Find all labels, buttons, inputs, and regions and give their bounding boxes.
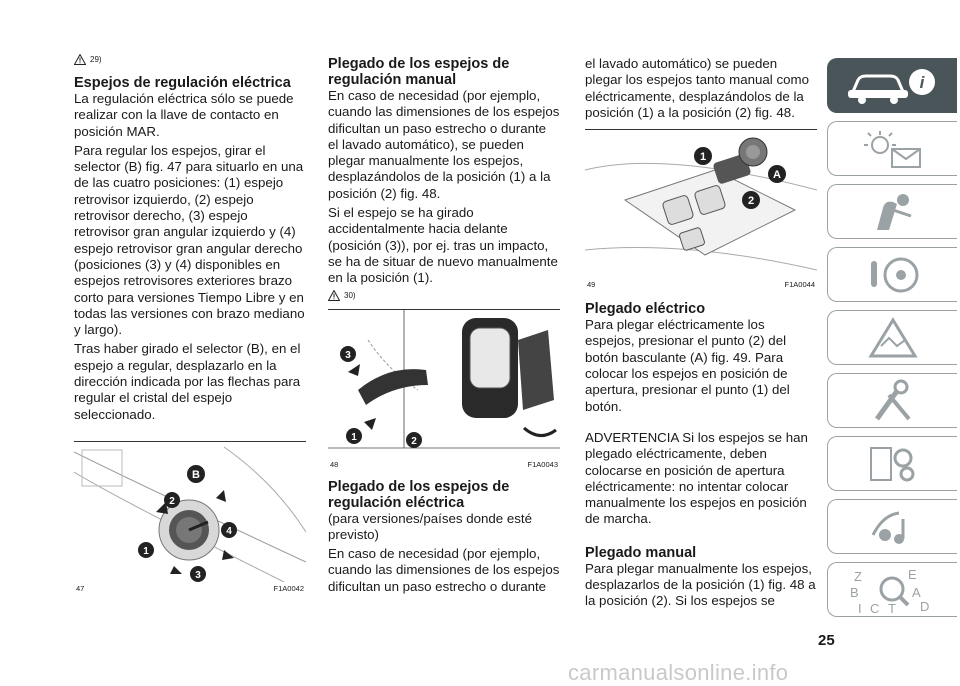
figure-number: 49 — [587, 280, 596, 290]
paragraph: Si el espejo se ha girado accidentalmente hacia delante (posición (3)), por ej. tras un impacto, se ha de situar de nuevo manualmente en la posición (1). — [328, 205, 558, 286]
paragraph: En caso de necesidad (por ejemplo, cuando las dimensiones de los espejos dificultan un paso estrecho o durante el lavado automático), se pueden plegar manualmente los espejos, desplazándolos de la posición (1) a la posición (2) fig. 48. — [328, 88, 560, 201]
figure-caption — [585, 280, 817, 289]
warning-paragraph: ADVERTENCIA Si los espejos se han plegado eléctricamente, deben colocarse en posición de apertura eléctricamente: no intentar colocar manualmente los espejos en posición de marcha. — [585, 429, 808, 527]
figure-code: F1A0044 — [784, 280, 815, 290]
section-heading: Espejos de regulación eléctrica — [74, 75, 291, 91]
label-2: 2 — [747, 195, 755, 208]
figure-code: F1A0043 — [527, 459, 558, 469]
paragraph: Tras haber girado el selector (B), en el espejo a regular, desplazarlo en la dirección indicada por las flechas para regular el cristal del espejo seleccionado. — [74, 341, 301, 422]
chapter-sidebar — [827, 58, 957, 625]
section-heading: Plegado de los espejos de regulación eléctrica — [328, 478, 510, 511]
label-2: 2 — [169, 495, 175, 507]
section-heading: Plegado eléctrico — [585, 301, 706, 318]
paragraph: Para regular los espejos, girar el selector (B) fig. 47 para situarlo en una de las cuatro posiciones: (1) espejo retrovisor izquierdo, (2) espejo retrovisor derecho, (3) espejo retrovisor gran angular izquierdo y (4) espejo retrovisor gran angular derecho (posiciones (3) y (4) disponibles en espejos retrovisores exteriores brazo corto para versiones Tiempo Libre y en todas las versiones con brazo mediano y largo). — [74, 142, 305, 338]
label-1: 1 — [699, 151, 707, 164]
label-A: A — [773, 169, 781, 182]
watermark: carmanualsonline.info — [568, 660, 789, 685]
index-letter: Z — [853, 568, 862, 584]
warning-ref-text: 29) — [90, 55, 102, 64]
label-B: B — [192, 468, 200, 481]
index-letter: B — [849, 584, 859, 600]
warning-lights-icon — [858, 129, 928, 169]
maintenance-tools-icon — [863, 379, 923, 423]
section-heading: Plegado manual — [585, 544, 697, 561]
label-3: 3 — [195, 569, 201, 581]
paragraph: La regulación eléctrica sólo se puede realizar con la llave de contacto en posición MAR. — [74, 91, 294, 139]
airbag-seat-icon — [863, 190, 923, 234]
sidebar-tab-technical-data[interactable] — [827, 436, 957, 491]
figure-47 — [74, 441, 306, 593]
paragraph: Para plegar eléctricamente los espejos, presionar el punto (2) del botón basculante (A) fig. 49. Para colocar los espejos en posición de apertura, presionar el punto (1) del botón. — [585, 317, 790, 414]
label-2: 2 — [411, 435, 417, 447]
figure-code: F1A0042 — [273, 583, 304, 593]
paragraph: (para versiones/países donde esté previsto) — [328, 510, 533, 542]
sidebar-tab-emergency[interactable] — [827, 310, 957, 365]
sidebar-tab-multimedia[interactable] — [827, 499, 957, 554]
manual-mirror-fold-illustration — [328, 310, 560, 458]
label-3: 3 — [345, 349, 351, 361]
paragraph: En caso de necesidad (por ejemplo, cuando las dimensiones de los espejos dificultan un paso estrecho o durante — [328, 546, 560, 594]
technical-gears-icon — [863, 442, 923, 486]
label-4: 4 — [226, 525, 232, 537]
label-1: 1 — [351, 431, 357, 443]
figure-48 — [328, 309, 560, 469]
sidebar-tab-warning-lights[interactable] — [827, 121, 957, 176]
index-letter: A — [911, 584, 921, 600]
sidebar-tab-index[interactable] — [827, 562, 957, 617]
multimedia-icon — [863, 505, 923, 549]
section-heading: Plegado de los espejos de regulación manual — [328, 56, 510, 88]
figure-caption — [74, 584, 306, 593]
sidebar-tab-maintenance[interactable] — [827, 373, 957, 428]
page-number: 25 — [818, 632, 835, 649]
index-letter: T — [887, 600, 896, 615]
car-info-icon — [844, 66, 940, 106]
index-letter: E — [907, 566, 917, 582]
paragraph: el lavado automático) se pueden plegar los espejos tanto manual como eléctricamente, desplazándolos de la posición (1) a la posición (2) fig. 48. — [585, 56, 809, 120]
sidebar-tab-safety[interactable] — [827, 184, 957, 239]
column-3 — [585, 56, 817, 613]
paragraph: Para plegar manualmente los espejos, desplazarlos de la posición (1) fig. 48 a la posición (2). Si los espejos se — [585, 560, 816, 609]
figure-caption — [328, 460, 560, 469]
column-1 — [74, 40, 306, 593]
figure-number: 47 — [76, 583, 85, 593]
warning-ref-text: 30) — [344, 290, 356, 300]
figure-49 — [585, 129, 817, 289]
sidebar-tab-car-info[interactable] — [827, 58, 957, 113]
sidebar-tab-starting-driving[interactable] — [827, 247, 957, 302]
steering-key-icon — [863, 253, 923, 297]
index-letter: D — [919, 598, 929, 614]
svg-text:i: i — [919, 72, 925, 92]
index-letter: C — [869, 600, 879, 615]
label-1: 1 — [143, 545, 149, 557]
electric-fold-switch-illustration — [585, 130, 817, 278]
warning-triangle-icon — [328, 290, 340, 301]
figure-number: 48 — [330, 459, 339, 469]
mirror-selector-illustration — [74, 442, 306, 582]
warning-reference — [328, 290, 560, 301]
index-search-icon — [848, 565, 938, 615]
warning-reference — [74, 54, 306, 65]
warning-triangle-icon — [74, 54, 86, 65]
column-2 — [328, 56, 560, 598]
breakdown-icon — [863, 316, 923, 360]
index-letter: I — [857, 600, 862, 615]
